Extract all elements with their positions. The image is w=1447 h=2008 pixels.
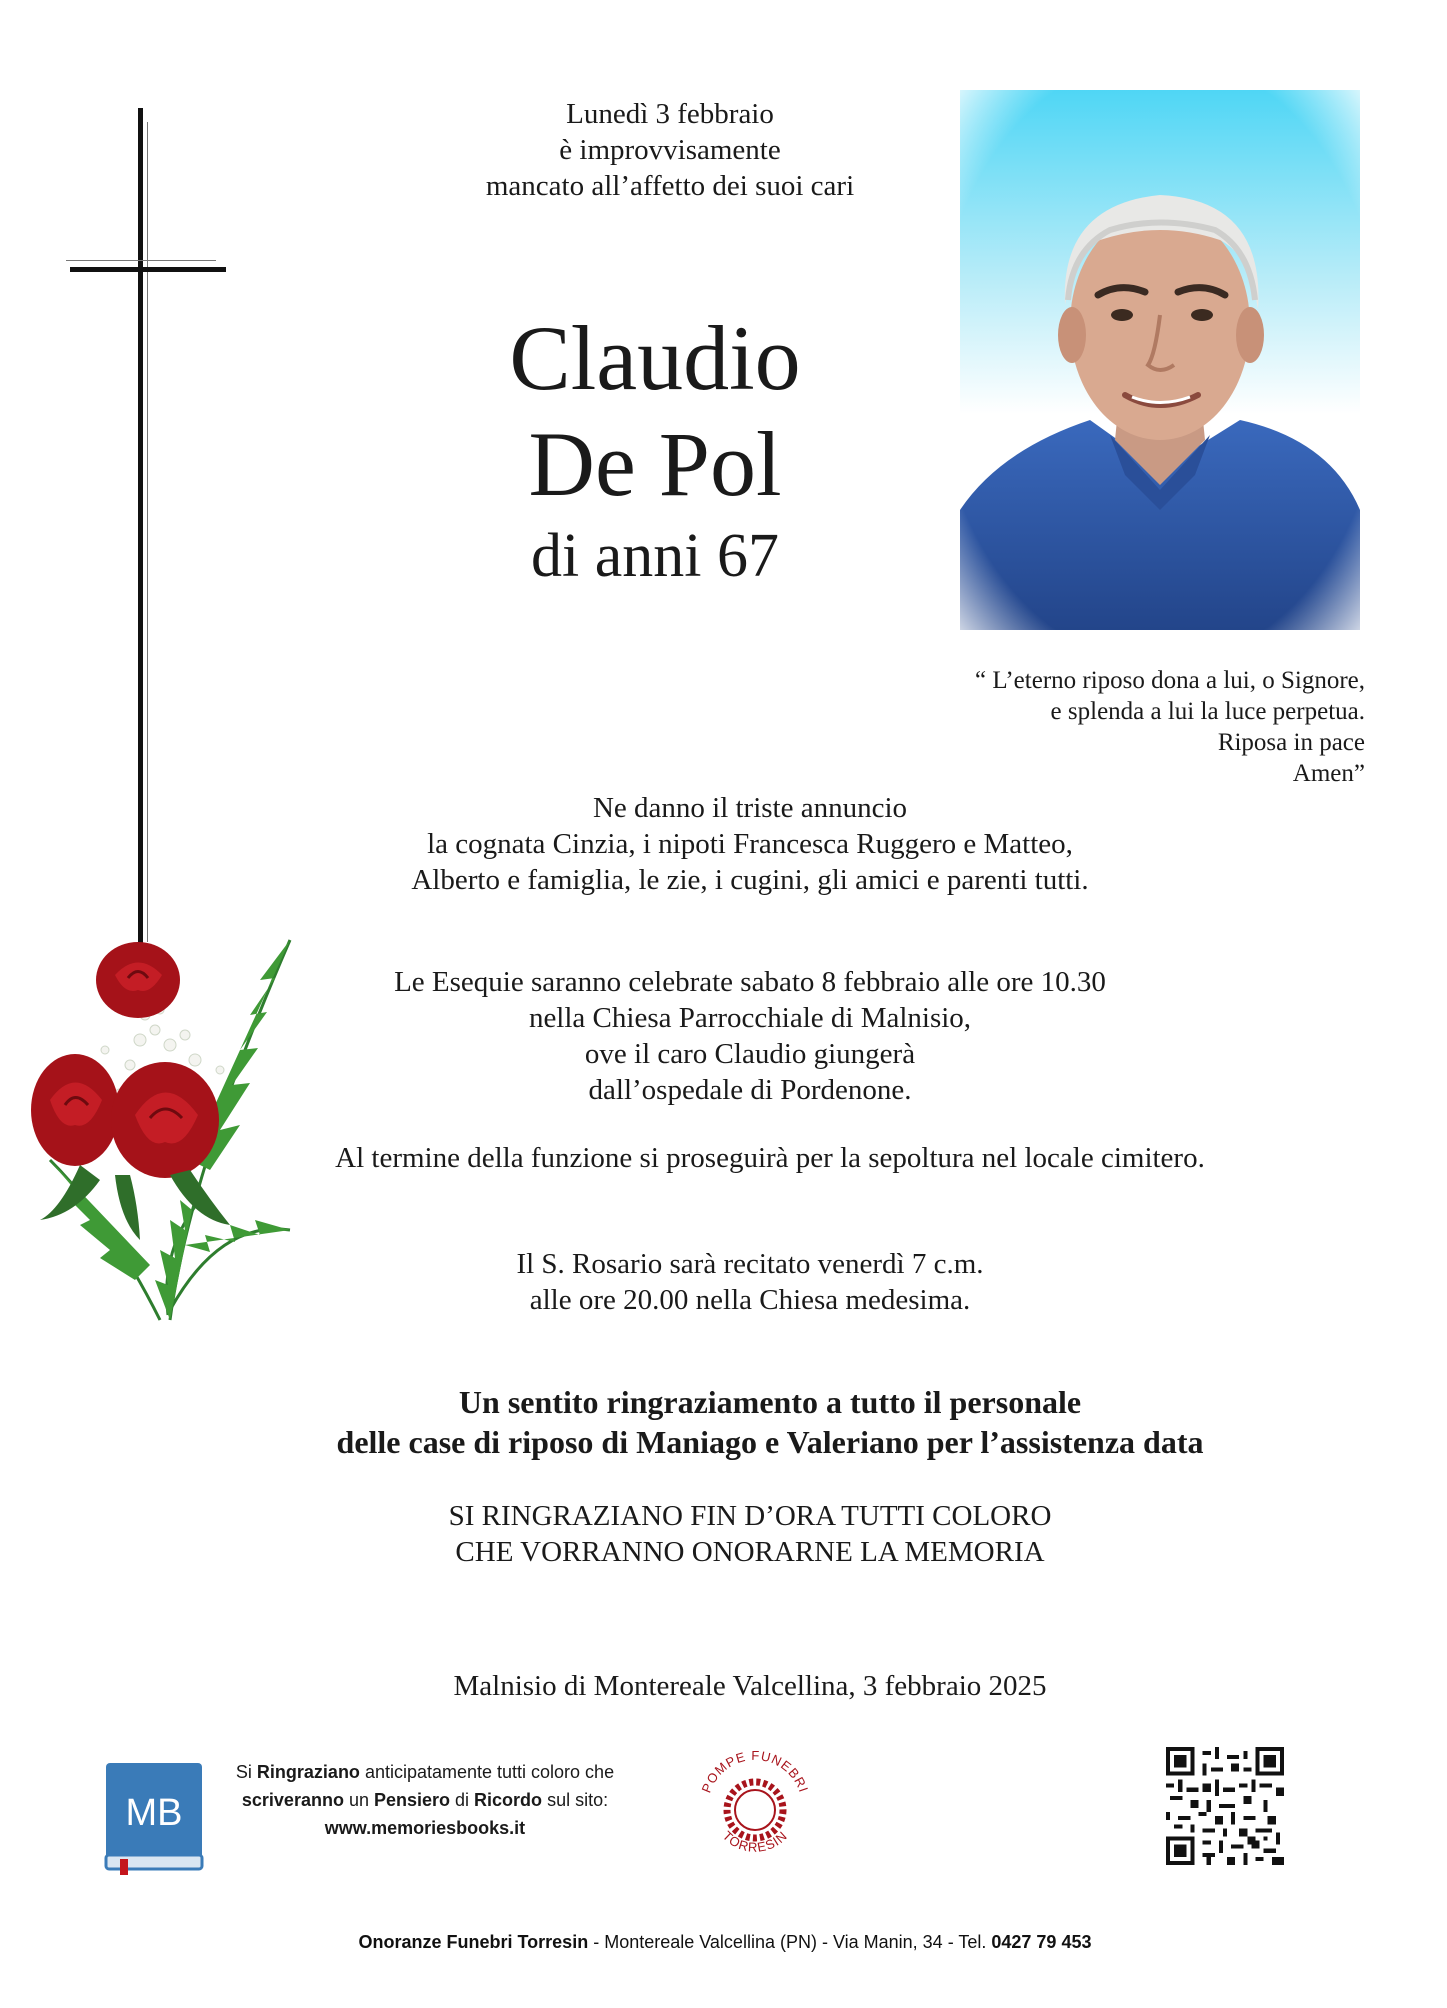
cross-horizontal-shadow	[66, 260, 216, 261]
announcement-line: Alberto e famiglia, le zie, i cugini, gli amici e parenti tutti.	[411, 864, 1089, 896]
burial-note: Al termine della funzione si proseguirà per la sepoltura nel locale cimitero.	[335, 1142, 1205, 1174]
deceased-age: di anni 67	[531, 522, 779, 590]
mb-text-bold: scriveranno	[241, 1790, 344, 1810]
seal-bottom-text: TORRESIN	[719, 1827, 791, 1855]
mb-text-part: un	[343, 1790, 374, 1810]
svg-text:POMPE FUNEBRI	[699, 1748, 812, 1795]
funeral-details	[260, 964, 1240, 1108]
mb-text-part: di	[450, 1790, 475, 1810]
mb-text-bold: Ricordo	[474, 1790, 543, 1810]
memory-thanks	[260, 1498, 1240, 1570]
cross-vertical-shadow	[147, 122, 148, 942]
mb-text-bold: Ringraziano	[256, 1762, 360, 1782]
funeral-line: Le Esequie saranno celebrate sabato 8 febbraio alle ore 10.30	[394, 966, 1106, 998]
torresin-seal-logo	[690, 1735, 820, 1875]
mb-text-bold: Pensiero	[373, 1790, 451, 1810]
funeral-line: dall’ospedale di Pordenone.	[588, 1074, 912, 1106]
intro-line: mancato all’affetto dei suoi cari	[485, 170, 855, 202]
deceased-name	[430, 305, 880, 517]
footer-contact	[140, 1930, 1310, 1954]
portrait-photo	[960, 90, 1360, 630]
memoriesbooks-note	[215, 1758, 635, 1842]
rosary-line: Il S. Rosario sarà recitato venerdì 7 c.m.	[516, 1248, 984, 1280]
mb-url[interactable]	[215, 1814, 635, 1842]
memoriesbooks-logo	[104, 1763, 204, 1875]
announcement-line: la cognata Cinzia, i nipoti Francesca Ruggero e Matteo,	[427, 828, 1073, 860]
qr-code[interactable]	[1166, 1747, 1284, 1865]
mb-note-line-2	[215, 1786, 635, 1814]
footer-phone[interactable]: 0427 79 453	[991, 1932, 1092, 1952]
cross-vertical	[138, 108, 143, 946]
footer-company: Onoranze Funebri Torresin	[358, 1932, 589, 1952]
memory-thanks-line: SI RINGRAZIANO FIN D’ORA TUTTI COLORO	[448, 1500, 1052, 1532]
prayer-quote	[860, 665, 1365, 789]
rose-bouquet-image	[20, 920, 300, 1340]
footer-address: - Montereale Valcellina (PN) - Via Manin, 34 - Tel.	[588, 1932, 992, 1952]
thanks-staff	[200, 1382, 1340, 1462]
first-name: Claudio	[509, 307, 801, 409]
prayer-line: Amen”	[1292, 760, 1365, 787]
thanks-line: delle case di riposo di Maniago e Valeriano per l’assistenza data	[336, 1424, 1204, 1460]
seal-top-text: POMPE FUNEBRI	[698, 1747, 812, 1795]
intro-line: è improvvisamente	[559, 134, 781, 166]
announcement	[260, 790, 1240, 898]
rosary-line: alle ore 20.00 nella Chiesa medesima.	[529, 1284, 971, 1316]
prayer-line: e splenda a lui la luce perpetua.	[1050, 698, 1365, 725]
mb-logo-text: MB	[125, 1792, 183, 1834]
thanks-line: Un sentito ringraziamento a tutto il personale	[458, 1384, 1082, 1420]
announcement-line: Ne danno il triste annuncio	[592, 792, 908, 824]
memory-thanks-line: CHE VORRANNO ONORARNE LA MEMORIA	[455, 1536, 1045, 1568]
place-date: Malnisio di Montereale Valcellina, 3 febbraio 2025	[453, 1670, 1047, 1702]
mb-text-part: anticipatamente tutti coloro che	[359, 1762, 615, 1782]
intro-text	[420, 96, 920, 204]
mb-text-part: sul sito:	[542, 1790, 609, 1810]
last-name: De Pol	[528, 413, 782, 515]
cross-horizontal	[70, 267, 226, 272]
prayer-line: “ L’eterno riposo dona a lui, o Signore,	[975, 667, 1365, 694]
funeral-line: ove il caro Claudio giungerà	[584, 1038, 916, 1070]
prayer-line: Riposa in pace	[1217, 729, 1365, 756]
mb-note-line-1	[215, 1758, 635, 1786]
mb-url-text[interactable]: www.memoriesbooks.it	[324, 1818, 526, 1838]
funeral-line: nella Chiesa Parrocchiale di Malnisio,	[528, 1002, 972, 1034]
mb-text-part: Si	[235, 1762, 257, 1782]
intro-line: Lunedì 3 febbraio	[566, 98, 774, 130]
rosary-details	[260, 1246, 1240, 1318]
